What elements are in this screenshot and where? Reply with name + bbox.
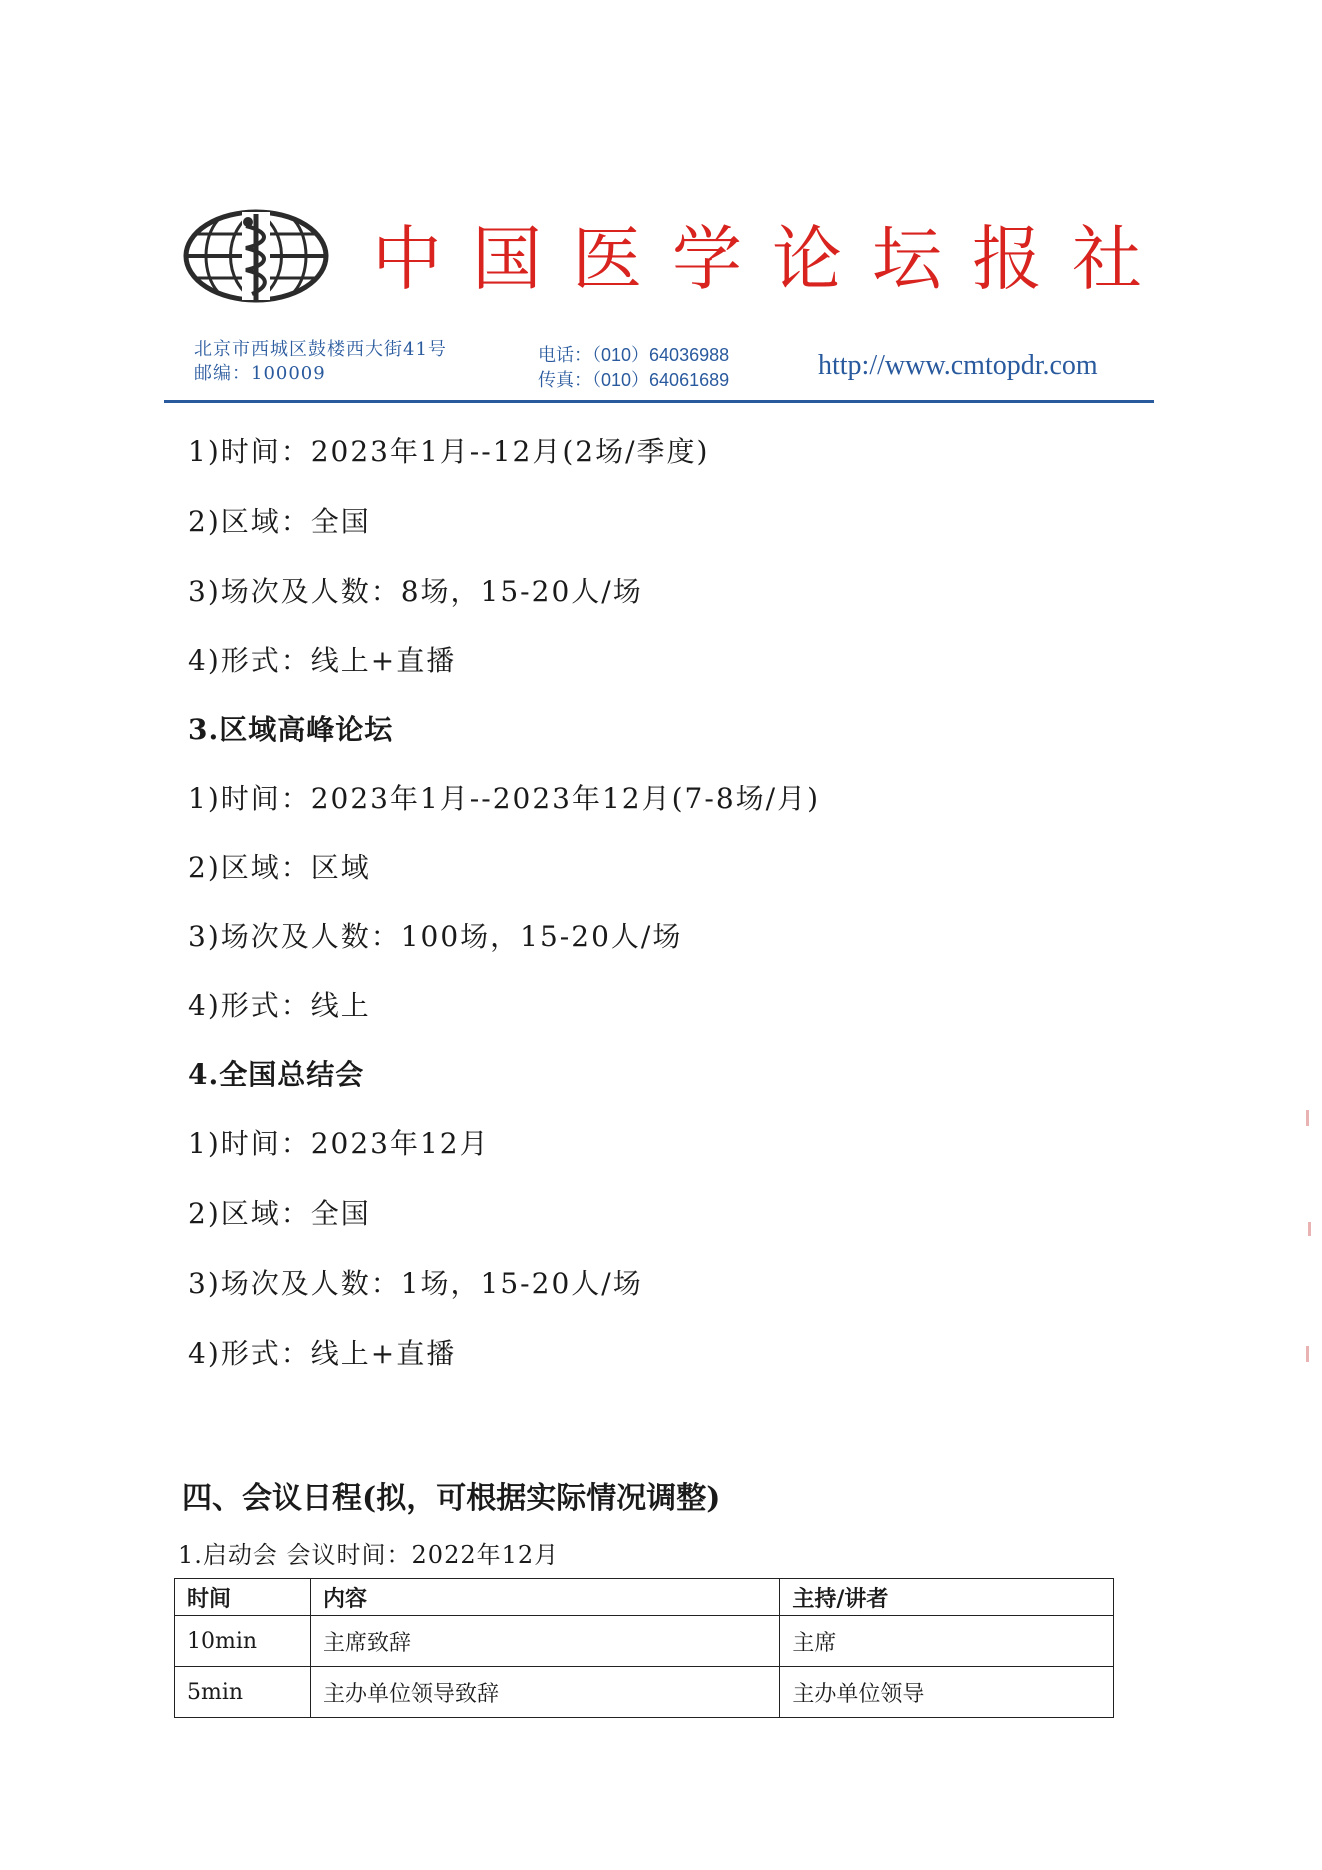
header-content: 内容 (310, 1579, 779, 1616)
text-line: 4)形式：线上+直播 (188, 644, 457, 677)
cell-host: 主办单位领导 (780, 1667, 1114, 1718)
address-block (194, 338, 447, 386)
text-line: 2)区域：全国 (188, 1197, 371, 1230)
letterhead (0, 0, 1322, 410)
text-line: 3)场次及人数：100场，15-20人/场 (188, 920, 683, 953)
text-line: 2)区域：区域 (188, 851, 371, 884)
header-host: 主持/讲者 (780, 1579, 1114, 1616)
header-divider (164, 400, 1154, 403)
website-link[interactable]: http://www.cmtopdr.com (818, 350, 1098, 381)
cell-host: 主席 (780, 1616, 1114, 1667)
phone: 电话：（010）64036988 (538, 345, 730, 365)
scan-mark (1306, 1346, 1309, 1362)
cell-content: 主办单位领导致辞 (310, 1667, 779, 1718)
text-line: 1)时间：2023年1月--12月(2场/季度) (188, 435, 710, 468)
scan-mark (1306, 1110, 1309, 1126)
text-line: 3)场次及人数：8场，15-20人/场 (188, 575, 643, 608)
subsection-heading: 3.区域高峰论坛 (188, 713, 394, 746)
table-header-row (175, 1579, 1114, 1616)
org-name: 中国医学论坛报社 (372, 218, 1172, 300)
cell-time: 10min (175, 1616, 311, 1667)
postcode: 邮编：100009 (194, 363, 326, 384)
subsection-heading: 4.全国总结会 (188, 1058, 365, 1091)
cell-time: 5min (175, 1667, 311, 1718)
contact-block (538, 343, 729, 393)
section-title: 四、会议日程(拟，可根据实际情况调整) (182, 1481, 721, 1516)
text-line: 4)形式：线上 (188, 989, 371, 1022)
table-row (175, 1667, 1114, 1718)
fax: 传真：（010）64061689 (538, 370, 730, 390)
scan-mark (1308, 1222, 1311, 1236)
cell-content: 主席致辞 (310, 1616, 779, 1667)
text-line: 1)时间：2023年12月 (188, 1127, 490, 1160)
text-line: 4)形式：线上+直播 (188, 1337, 457, 1370)
address: 北京市西城区鼓楼西大街41号 (194, 339, 447, 360)
text-line: 3)场次及人数：1场，15-20人/场 (188, 1267, 643, 1300)
text-line: 2)区域：全国 (188, 505, 371, 538)
globe-caduceus-logo-icon (182, 208, 330, 304)
text-line: 1)时间：2023年1月--2023年12月(7-8场/月) (188, 782, 820, 815)
schedule-table (174, 1578, 1114, 1718)
table-caption: 1.启动会 会议时间：2022年12月 (178, 1541, 560, 1569)
header-time: 时间 (175, 1579, 311, 1616)
table-row (175, 1616, 1114, 1667)
